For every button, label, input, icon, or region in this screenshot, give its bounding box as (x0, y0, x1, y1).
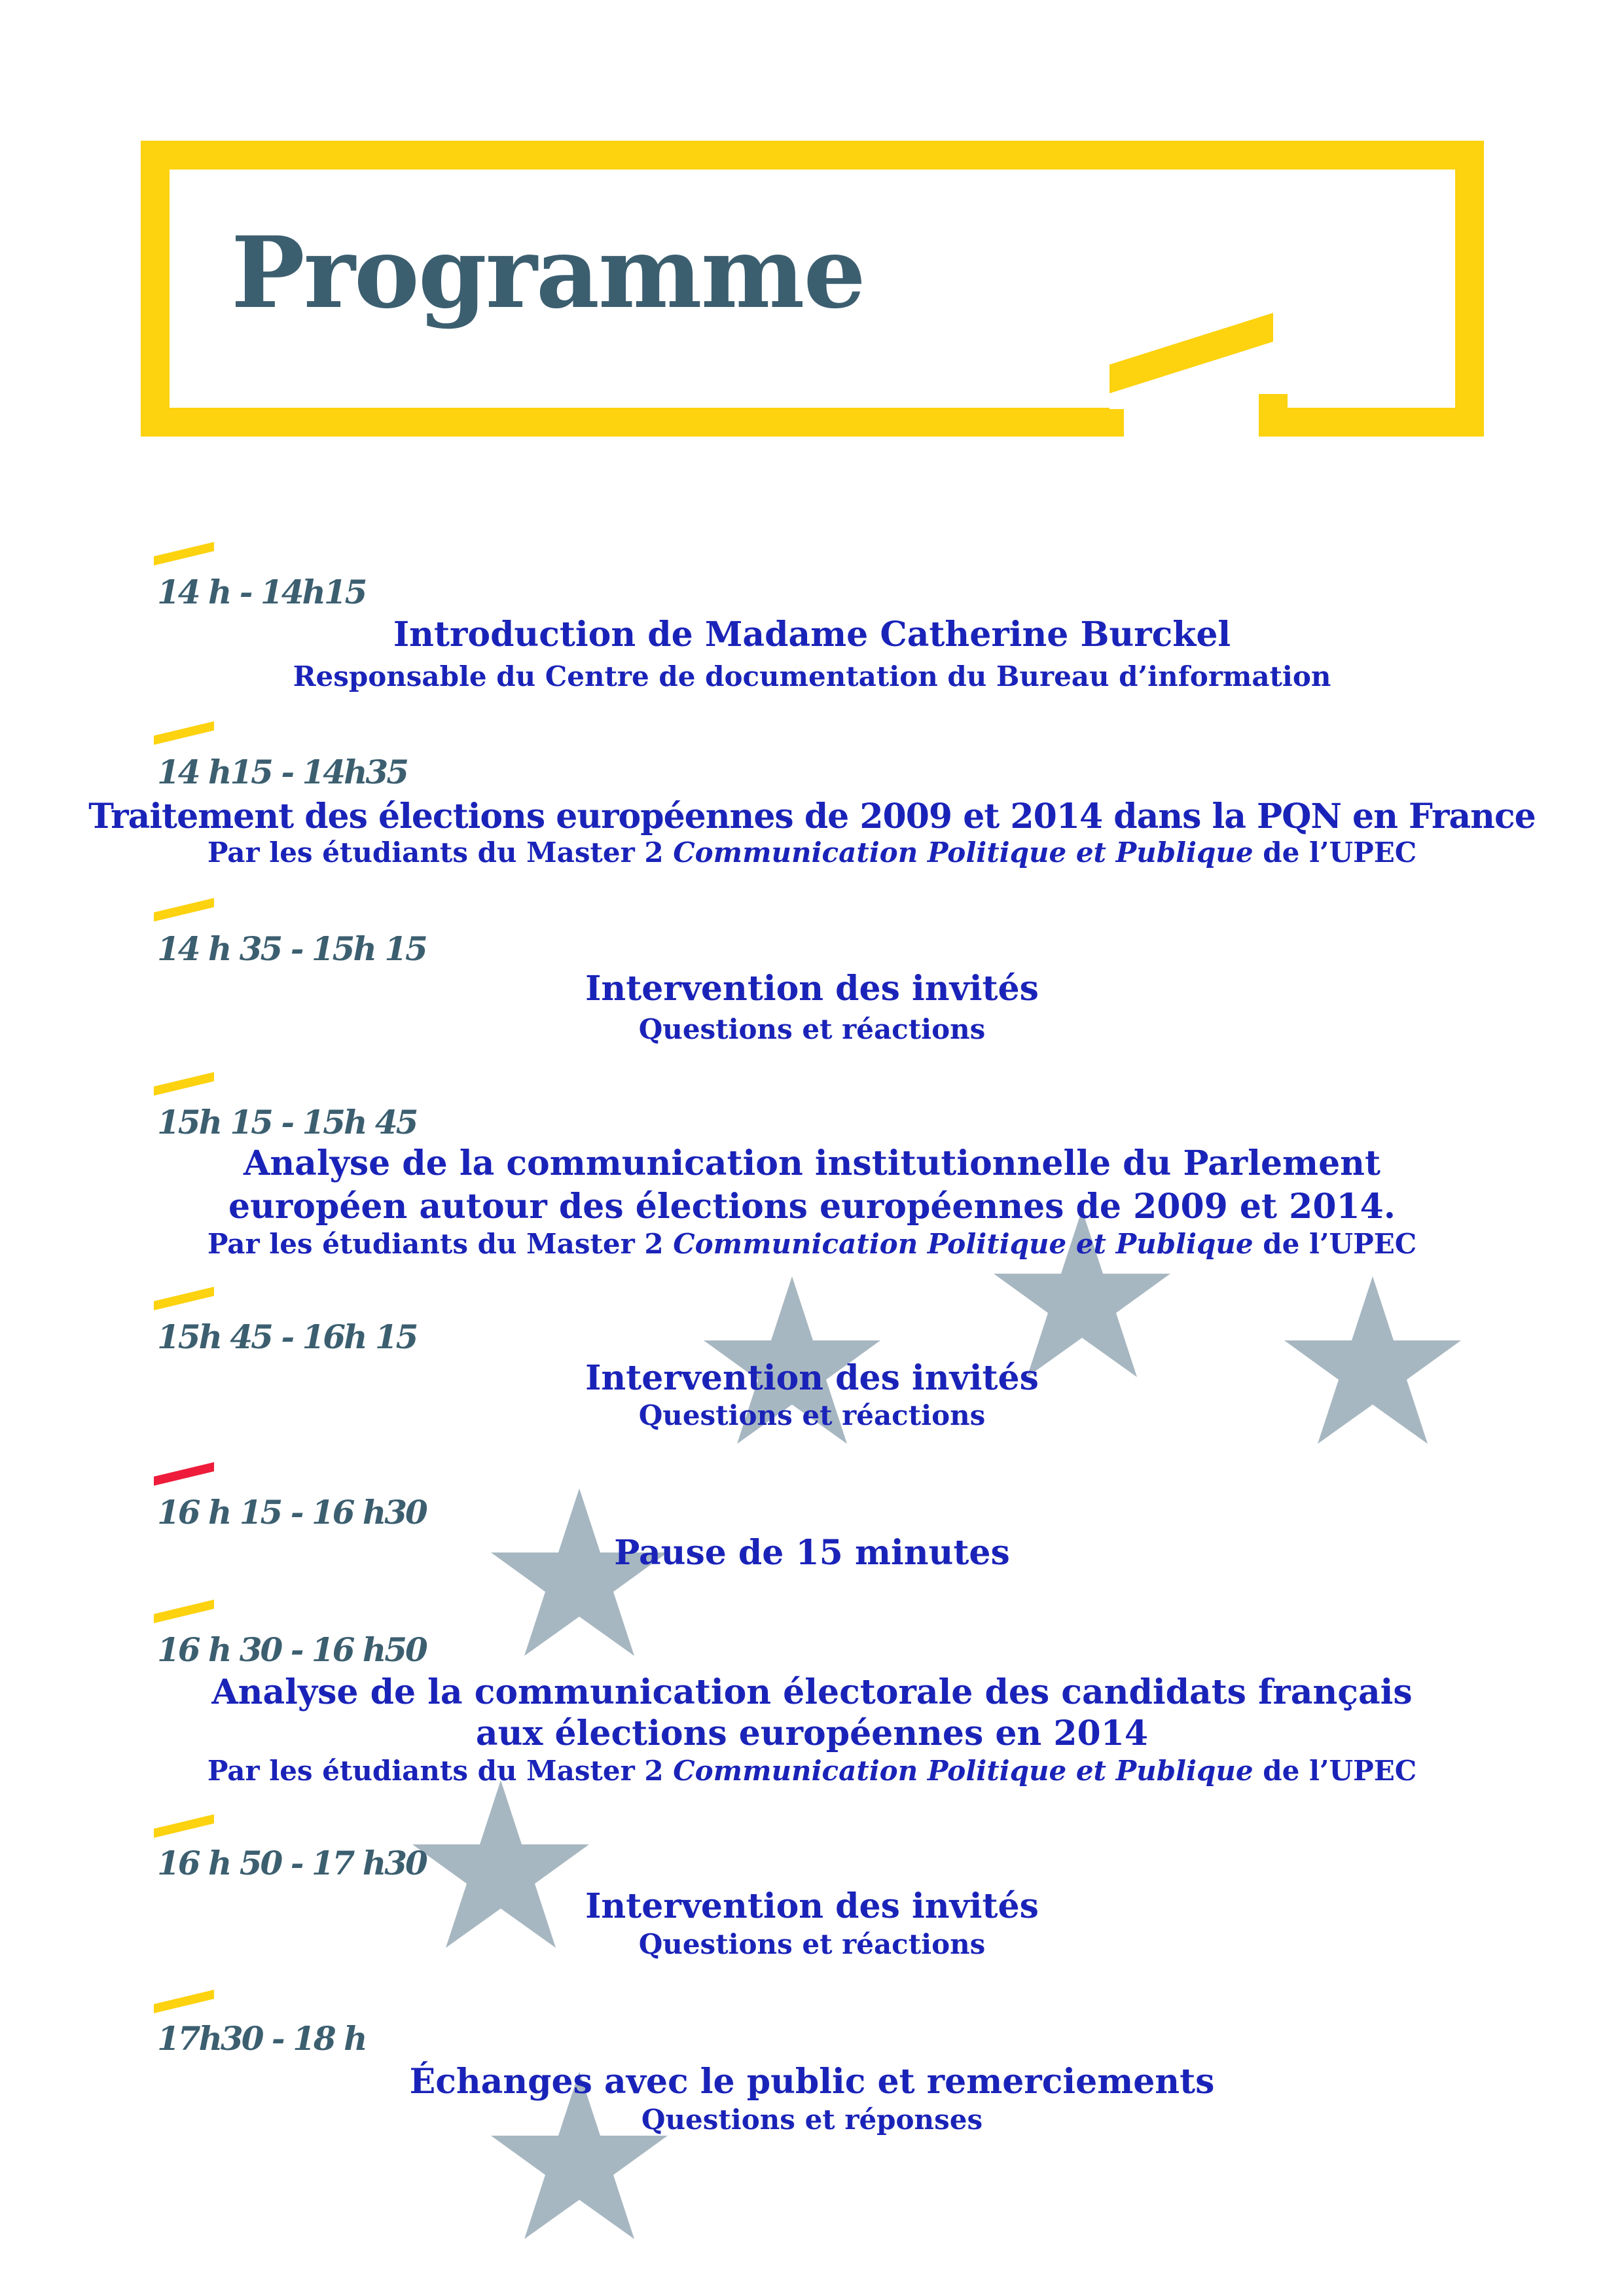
time-slot: 15h 45 - 16h 15 (157, 1318, 417, 1356)
program-name: Communication Politique et Publique (673, 836, 1254, 869)
session-title: Introduction de Madame Catherine Burckel (393, 615, 1231, 655)
time-slot: 14 h 35 - 15h 15 (157, 929, 426, 968)
time-slot: 15h 15 - 15h 45 (157, 1103, 417, 1141)
time-slot: 14 h - 14h15 (157, 573, 366, 611)
byline-suffix: de l’UPEC (1263, 836, 1417, 869)
session-title: Traitement des élections européennes de 2009 et 2014 dans la PQN en France (88, 797, 1536, 836)
section-marker-icon (154, 1814, 216, 1840)
session-title-line2: européen autour des élections européennes de 2009 et 2014. (228, 1187, 1396, 1227)
session-title: Intervention des invités (585, 1358, 1039, 1398)
session-subtitle: Questions et réponses (641, 2104, 983, 2136)
byline-suffix: de l’UPEC (1263, 1228, 1417, 1260)
page-title: Programme (231, 215, 865, 331)
session-subtitle: Questions et réactions (638, 1399, 986, 1431)
session-title: Analyse de la communication institutionnelle du Parlement (244, 1143, 1380, 1183)
session-subtitle: Questions et réactions (638, 1928, 986, 1960)
session-subtitle: Questions et réactions (638, 1013, 986, 1045)
section-marker-icon (154, 898, 216, 924)
session-subtitle: Responsable du Centre de documentation du Bureau d’information (293, 660, 1331, 692)
section-marker-icon (154, 1072, 216, 1098)
byline-prefix: Par les étudiants du Master 2 (207, 1755, 664, 1787)
session-byline (0, 1757, 1624, 1785)
program-name: Communication Politique et Publique (673, 1755, 1254, 1787)
time-slot: 14 h15 - 14h35 (157, 753, 407, 791)
program-name: Communication Politique et Publique (673, 1228, 1254, 1260)
byline-suffix: de l’UPEC (1263, 1755, 1417, 1787)
section-marker-icon (154, 542, 216, 568)
section-marker-icon (154, 1287, 216, 1313)
time-slot: 16 h 50 - 17 h30 (157, 1844, 426, 1882)
session-title: Pause de 15 minutes (614, 1533, 1010, 1573)
time-slot: 16 h 15 - 16 h30 (157, 1493, 426, 1532)
byline-prefix: Par les étudiants du Master 2 (207, 836, 664, 869)
session-title-line2: aux élections européennes en 2014 (475, 1713, 1149, 1753)
section-marker-icon (154, 1462, 216, 1488)
session-title: Intervention des invités (585, 969, 1039, 1009)
time-slot: 17h30 - 18 h (157, 2019, 366, 2058)
time-slot: 16 h 30 - 16 h50 (157, 1630, 426, 1669)
session-title: Échanges avec le public et remerciements (409, 2062, 1215, 2102)
session-title: Intervention des invités (585, 1886, 1039, 1926)
session-title: Analyse de la communication électorale des candidats français (211, 1672, 1413, 1712)
byline-prefix: Par les étudiants du Master 2 (207, 1228, 664, 1260)
session-byline (0, 1230, 1624, 1258)
section-marker-icon (154, 1990, 216, 2016)
section-marker-icon (154, 1600, 216, 1626)
session-byline (0, 836, 1624, 869)
section-marker-icon (154, 721, 216, 747)
